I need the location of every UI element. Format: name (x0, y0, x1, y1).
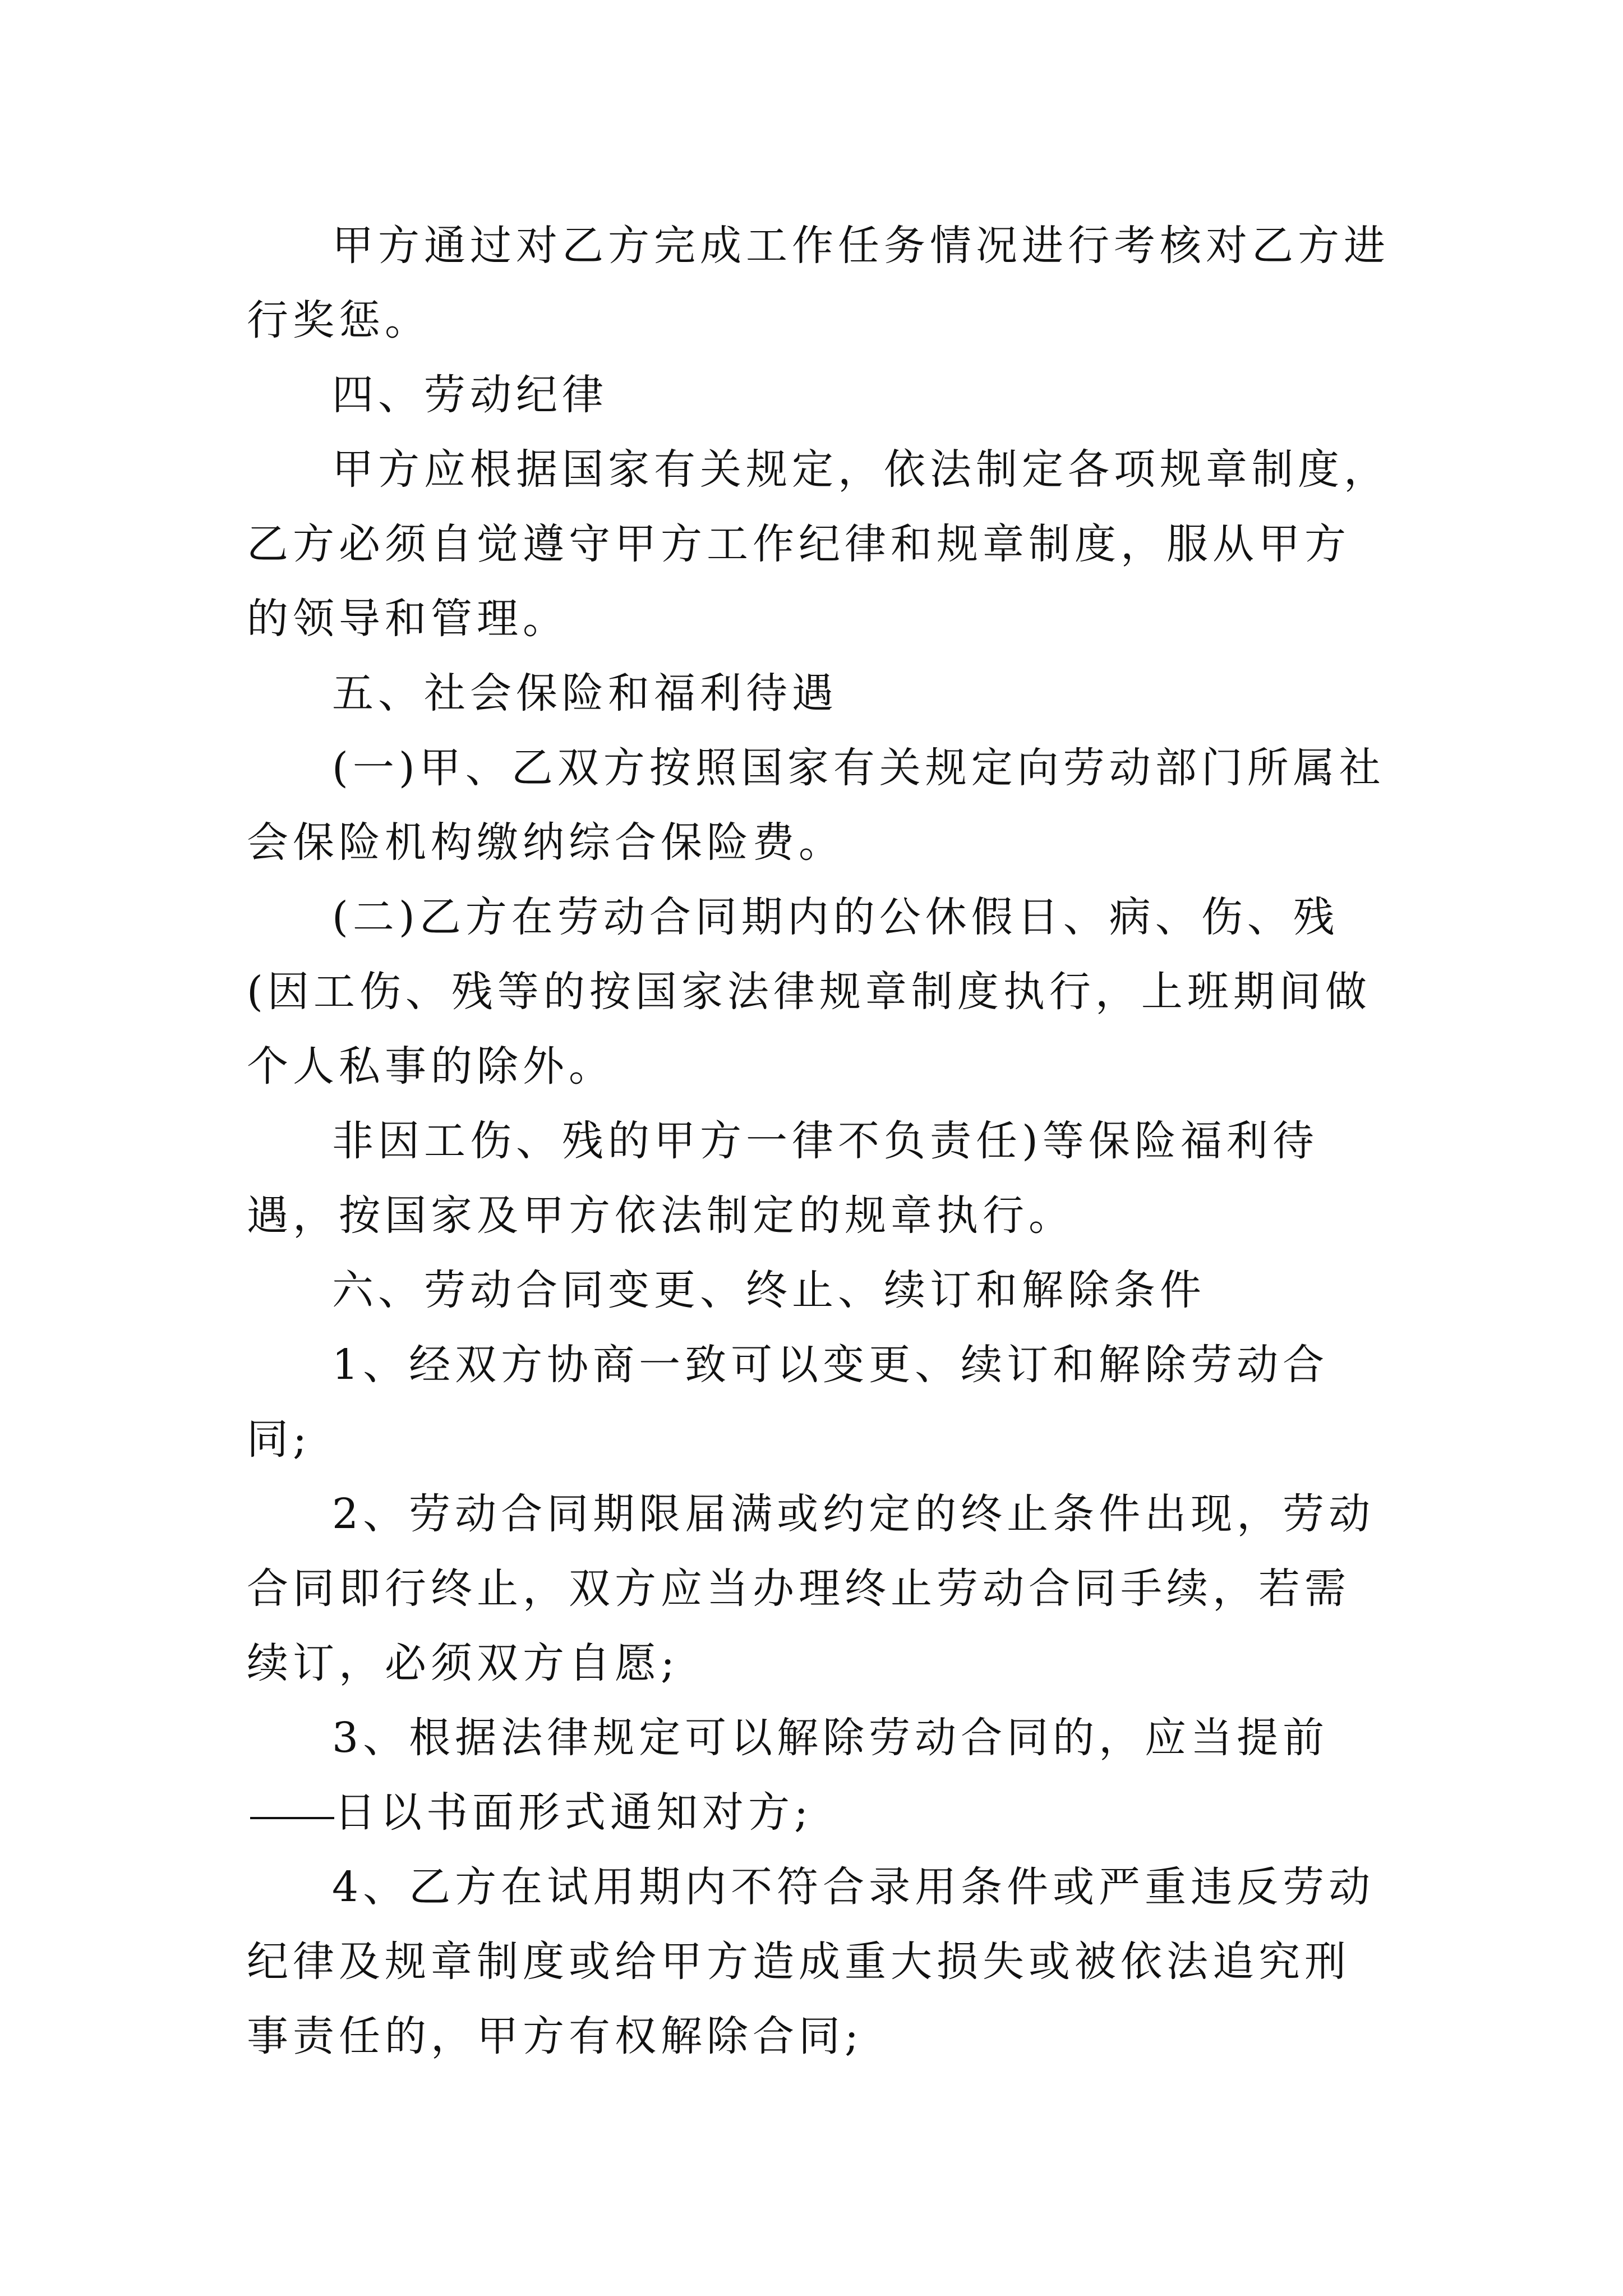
clause-contract-expiry: 2、劳动合同期限届满或约定的终止条件出现，劳动合同即行终止，双方应当办理终止劳动合同手续，若需续订，必须双方自愿; (247, 1490, 1375, 1687)
paragraph-leave-benefits: (二)乙方在劳动合同期内的公休假日、病、伤、残(因工伤、残等的按国家法律规章制度执行，上班期间做个人私事的除外。 (247, 893, 1371, 1091)
clause-advance-notice-text-after: 日以书面形式通知对方; (334, 1788, 813, 1837)
paragraph-rules-compliance: 甲方应根据国家有关规定，依法制定各项规章制度，乙方必须自觉遵守甲方工作纪律和规章制度，服从甲方的领导和管理。 (247, 445, 1390, 643)
section-heading-contract-change: 六、劳动合同变更、终止、续订和解除条件 (332, 1266, 1206, 1314)
clause-advance-notice-text-before: 3、根据法律规定可以解除劳动合同的，应当提前 (332, 1714, 1329, 1762)
section-heading-social-insurance: 五、社会保险和福利待遇 (332, 669, 838, 717)
paragraph-insurance-payment: (一)甲、乙双方按照国家有关规定向劳动部门所属社会保险机构缴纳综合保险费。 (247, 744, 1385, 867)
section-heading-labor-discipline: 四、劳动纪律 (332, 371, 608, 419)
paragraph-non-work-injury: 非因工伤、残的甲方一律不负责任)等保险福利待遇，按国家及甲方依法制定的规章执行。 (247, 1117, 1318, 1240)
clause-advance-notice (247, 1701, 1391, 1850)
document-body (247, 209, 1391, 2074)
paragraph-assessment: 甲方通过对乙方完成工作任务情况进行考核对乙方进行奖惩。 (247, 222, 1390, 344)
clause-mutual-agreement: 1、经双方协商一致可以变更、续订和解除劳动合同; (247, 1341, 1329, 1464)
notice-days-blank (250, 1817, 334, 1819)
clause-probation-termination: 4、乙方在试用期内不符合录用条件或严重违反劳动纪律及规章制度或给甲方造成重大损失或被依法追究刑事责任的，甲方有权解除合同; (247, 1863, 1375, 2060)
